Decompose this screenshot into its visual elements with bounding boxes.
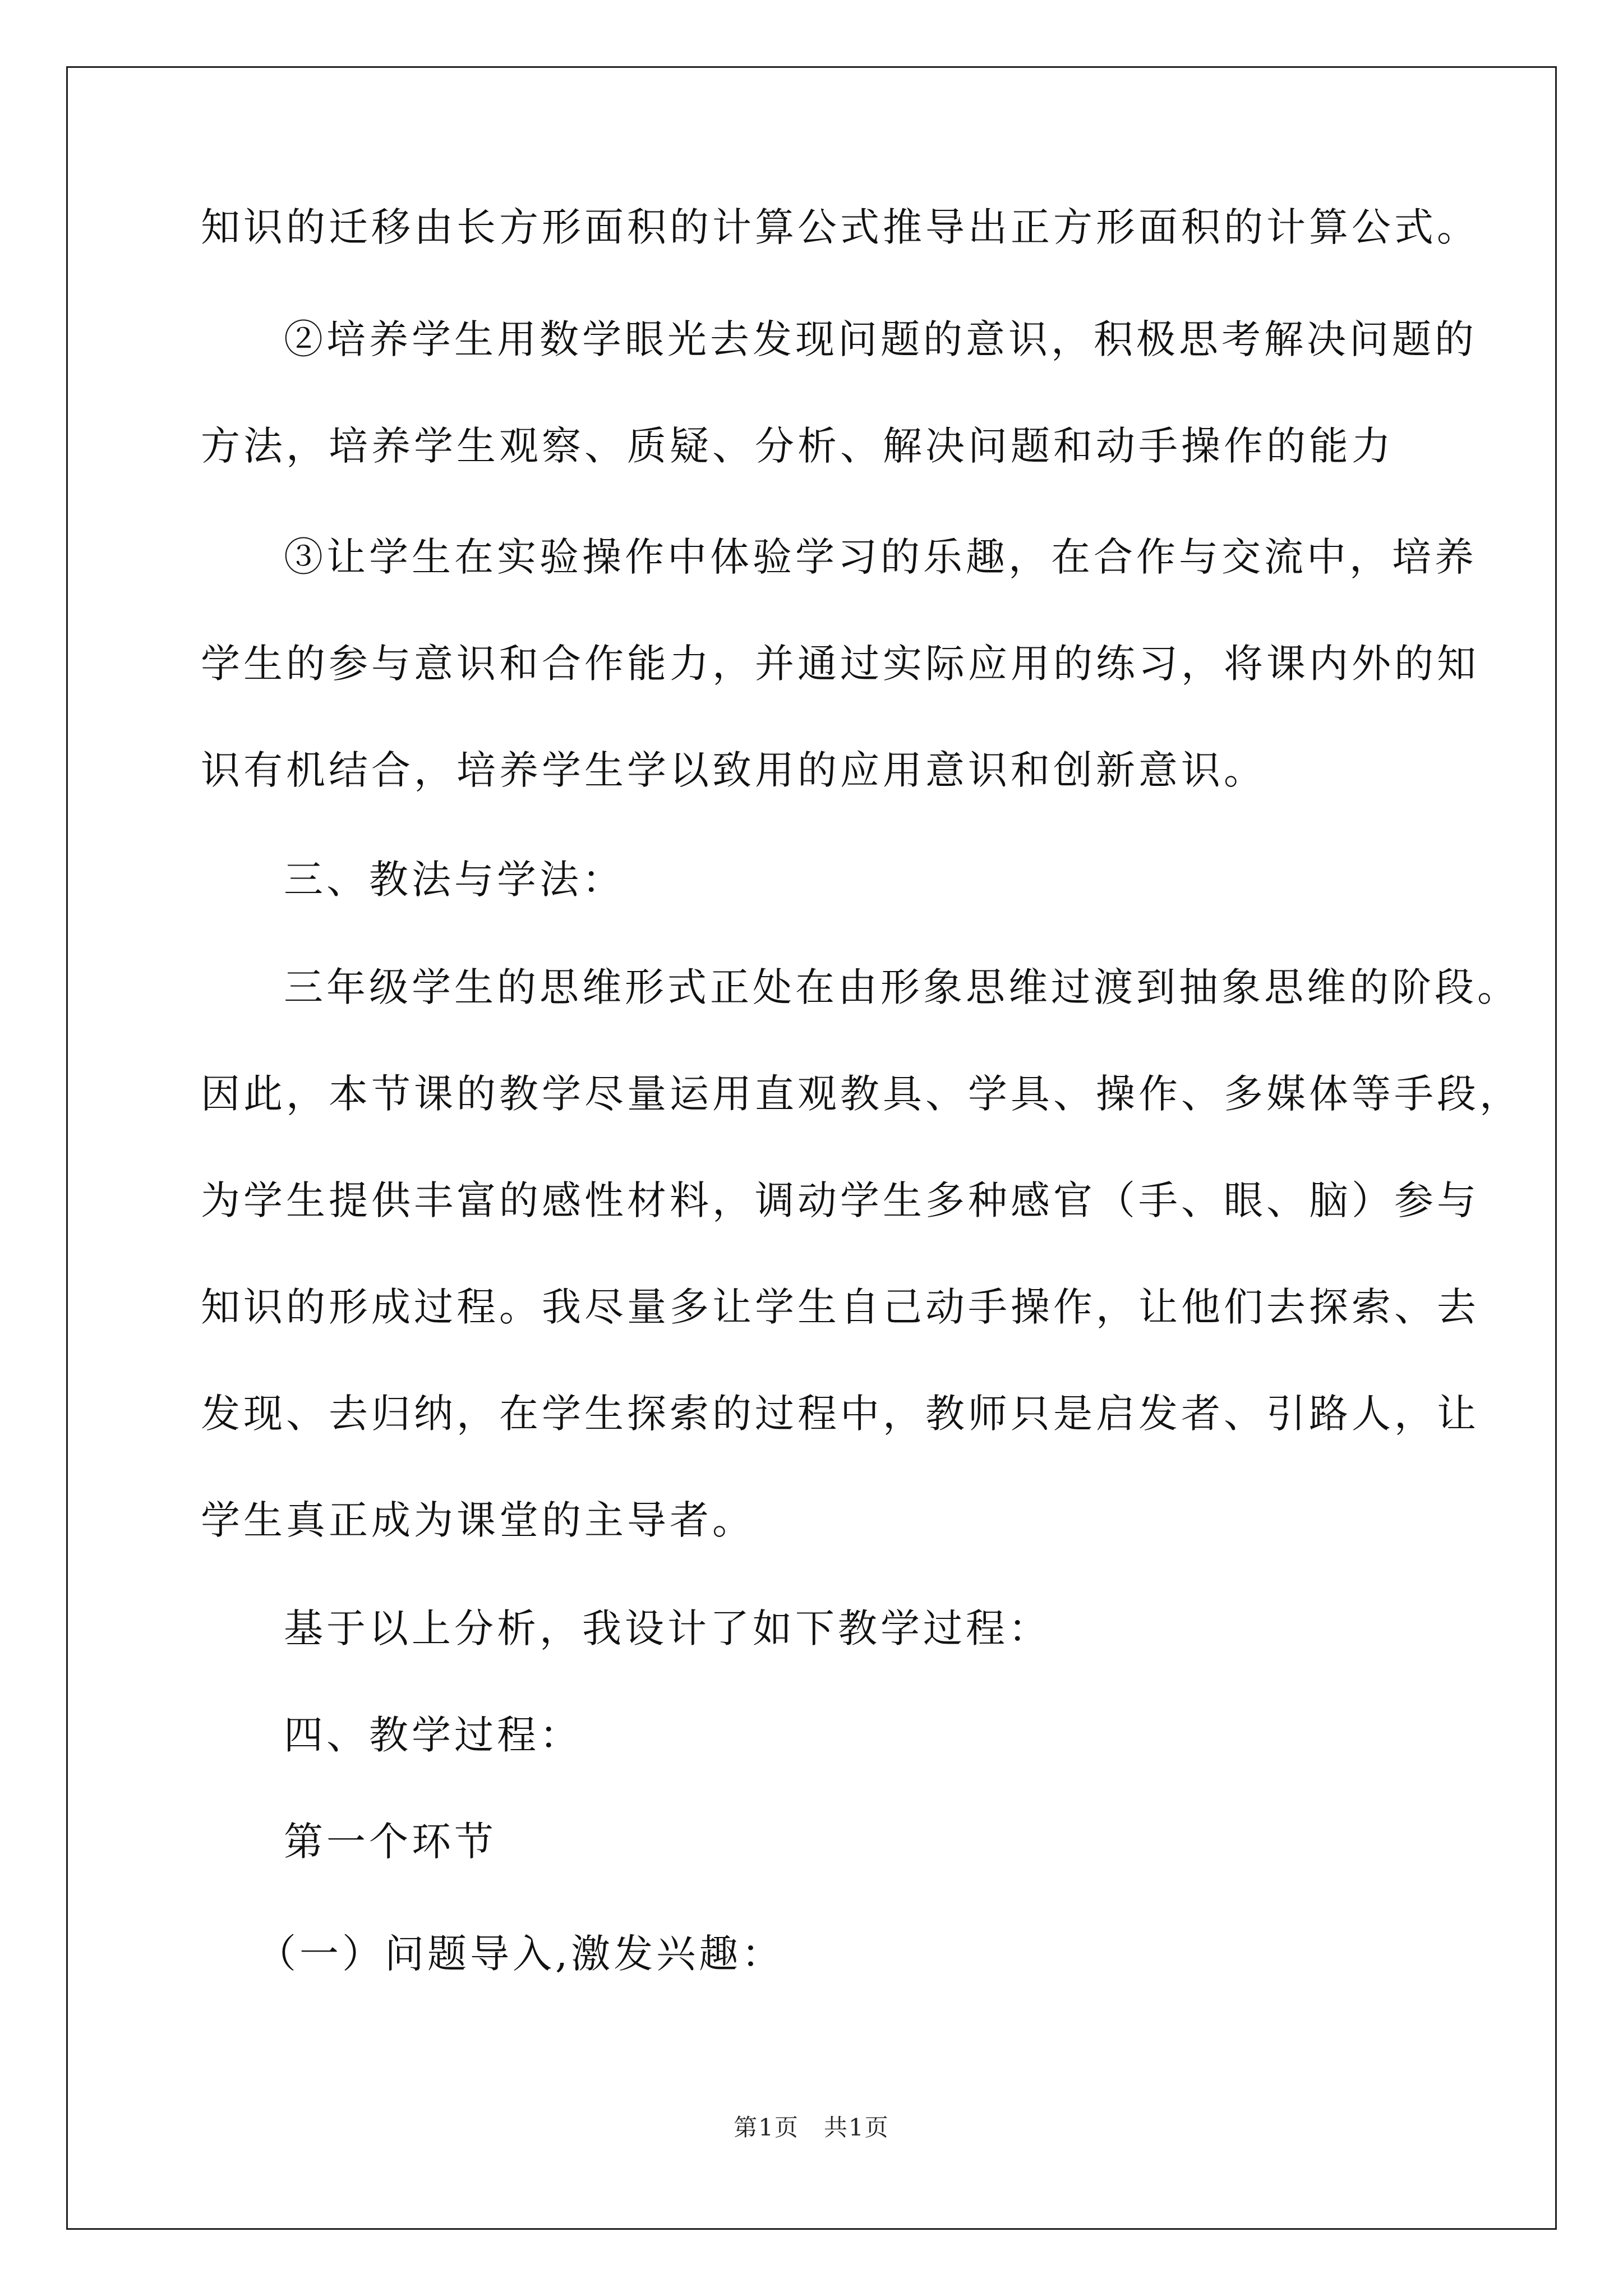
- paragraph-line: 发现、去归纳，在学生探索的过程中，教师只是启发者、引路人，让: [201, 1391, 1479, 1437]
- page-footer: 第1页 共1页: [734, 2114, 889, 2141]
- page-border: [66, 66, 1557, 2230]
- paragraph-line: 因此，本节课的教学尽量运用直观教具、学具、操作、多媒体等手段，: [201, 1071, 1522, 1117]
- paragraph-line: ③让学生在实验操作中体验学习的乐趣，在合作与交流中，培养: [284, 534, 1477, 580]
- paragraph-line: 学生的参与意识和合作能力，并通过实际应用的练习，将课内外的知: [201, 641, 1479, 687]
- section-heading: 四、教学过程：: [284, 1712, 582, 1758]
- section-heading: 三、教法与学法：: [284, 857, 625, 903]
- paragraph-line: 为学生提供丰富的感性材料，调动学生多种感官（手、眼、脑）参与: [201, 1177, 1479, 1223]
- subsection-heading: 第一个环节: [284, 1819, 497, 1865]
- paragraph-line: 基于以上分析，我设计了如下教学过程：: [284, 1605, 1051, 1651]
- paragraph-line: ②培养学生用数学眼光去发现问题的意识，积极思考解决问题的: [284, 316, 1477, 362]
- paragraph-line: 知识的形成过程。我尽量多让学生自己动手操作，让他们去探索、去: [201, 1284, 1479, 1330]
- paragraph-line: 识有机结合，培养学生学以致用的应用意识和创新意识。: [201, 747, 1266, 793]
- paragraph-line: 三年级学生的思维形式正处在由形象思维过渡到抽象思维的阶段。: [284, 964, 1520, 1010]
- paragraph-line: 学生真正成为课堂的主导者。: [201, 1497, 755, 1543]
- paragraph-line: 知识的迁移由长方形面积的计算公式推导出正方形面积的计算公式。: [201, 204, 1479, 250]
- paragraph-line: 方法，培养学生观察、质疑、分析、解决问题和动手操作的能力: [201, 423, 1394, 469]
- subsection-heading: （一）问题导入,激发兴趣：: [257, 1931, 785, 1977]
